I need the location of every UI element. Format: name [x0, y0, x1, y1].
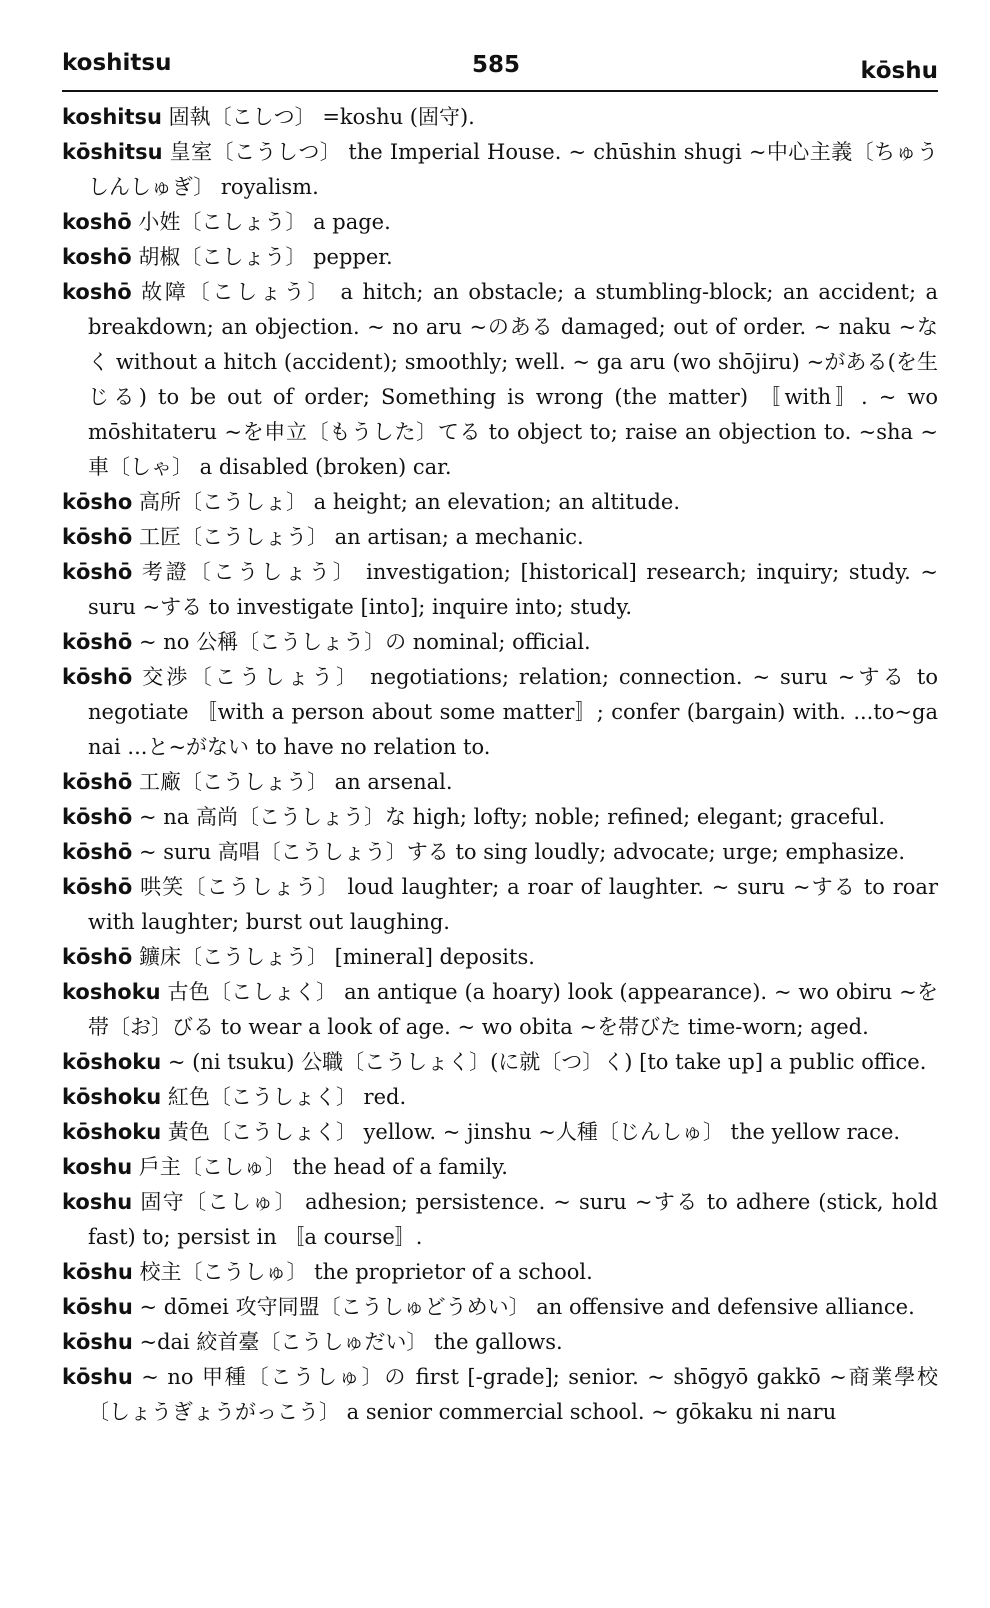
- entry-definition: ~ (ni tsuku) 公職〔こうしょく〕(に就〔つ〕く) [to take up] a public office.: [167, 1050, 927, 1074]
- dictionary-page: [62, 40, 938, 1430]
- dictionary-entry: [62, 205, 938, 240]
- dictionary-entry: [62, 1150, 938, 1185]
- entry-definition: 固執〔こしつ〕 =koshu (固守).: [168, 105, 475, 129]
- entry-headword: kōshō: [62, 665, 133, 689]
- dictionary-entry: [62, 975, 938, 1045]
- dictionary-entry: [62, 800, 938, 835]
- entry-headword: kōshō: [62, 525, 133, 549]
- entry-definition: 哄笑〔こうしょう〕 loud laughter; a roar of laughter. ~ suru ~する to roar with laughter; burst out laughing.: [88, 875, 938, 934]
- dictionary-entry: [62, 1290, 938, 1325]
- dictionary-entry: [62, 485, 938, 520]
- entry-definition: 工廠〔こうしょう〕 an arsenal.: [138, 770, 453, 794]
- dictionary-entry: [62, 1255, 938, 1290]
- entry-definition: 固守〔こしゅ〕 adhesion; persistence. ~ suru ~する to adhere (stick, hold fast) to; persist in 〚a course〛.: [88, 1190, 938, 1249]
- entry-headword: koshu: [62, 1155, 133, 1179]
- entry-headword: koshitsu: [62, 105, 162, 129]
- entry-headword: koshu: [62, 1190, 133, 1214]
- entry-headword: kōshoku: [62, 1085, 162, 1109]
- entry-headword: koshō: [62, 280, 132, 304]
- entry-definition: 胡椒〔こしょう〕 pepper.: [138, 245, 393, 269]
- dictionary-entry: [62, 135, 938, 205]
- entry-headword: kōshu: [62, 1330, 133, 1354]
- entry-definition: 古色〔こしょく〕 an antique (a hoary) look (appearance). ~ wo obiru ~を帯〔お〕びる to wear a look of age. ~ wo obita ~を帯びた time-worn; aged.: [88, 980, 938, 1039]
- entry-headword: koshō: [62, 245, 132, 269]
- entry-headword: kōshu: [62, 1365, 133, 1389]
- entry-definition: ~ no 公稱〔こうしょう〕の nominal; official.: [138, 630, 591, 654]
- dictionary-entry: [62, 625, 938, 660]
- entry-headword: kōshō: [62, 630, 133, 654]
- entry-definition: 校主〔こうしゅ〕 the proprietor of a school.: [139, 1260, 593, 1284]
- entry-definition: 紅色〔こうしょく〕 red.: [167, 1085, 407, 1109]
- running-head-right: kōshu: [860, 58, 938, 84]
- entry-definition: 故障〔こしょう〕 a hitch; an obstacle; a stumbling-block; an accident; a breakdown; an objection. ~ no aru ~のある damaged; out of order. ~ naku ~なく without a hitch (accident); smoothly; well. ~ ga aru (wo shōjiru) ~がある(を生じる) to be out of order; Something is wrong (the matter) 〚with〛. ~ wo mōshitateru ~を申立〔もうした〕てる to object to; raise an objection to. ~sha ~車〔しゃ〕 a disabled (broken) car.: [88, 280, 938, 479]
- entry-definition: 戶主〔こしゅ〕 the head of a family.: [138, 1155, 508, 1179]
- dictionary-entry: [62, 1360, 938, 1430]
- dictionary-entry: [62, 660, 938, 765]
- entry-headword: kōshō: [62, 805, 133, 829]
- entry-list: [62, 100, 938, 1430]
- dictionary-entry: [62, 275, 938, 485]
- dictionary-entry: [62, 1325, 938, 1360]
- dictionary-entry: [62, 1045, 938, 1080]
- entry-headword: koshoku: [62, 980, 161, 1004]
- entry-headword: kōshitsu: [62, 140, 163, 164]
- entry-definition: ~ no 甲種〔こうしゅ〕の first [-grade]; senior. ~ shōgyō gakkō ~商業學校〔しょうぎょうがっこう〕 a senior commercial school. ~ gōkaku ni naru: [88, 1365, 938, 1424]
- entry-headword: kōshoku: [62, 1050, 162, 1074]
- entry-headword: kōshō: [62, 560, 133, 584]
- entry-headword: kōshō: [62, 770, 133, 794]
- entry-definition: 皇室〔こうしつ〕 the Imperial House. ~ chūshin shugi ~中心主義〔ちゅうしんしゅぎ〕 royalism.: [88, 140, 938, 199]
- page-number: 585: [472, 52, 521, 78]
- dictionary-entry: [62, 240, 938, 275]
- dictionary-entry: [62, 870, 938, 940]
- entry-definition: ~dai 絞首臺〔こうしゅだい〕 the gallows.: [139, 1330, 563, 1354]
- entry-definition: ~ na 高尚〔こうしょう〕な high; lofty; noble; refined; elegant; graceful.: [138, 805, 886, 829]
- running-head-left: koshitsu: [62, 50, 172, 76]
- entry-definition: 工匠〔こうしょう〕 an artisan; a mechanic.: [138, 525, 584, 549]
- dictionary-entry: [62, 835, 938, 870]
- dictionary-entry: [62, 1115, 938, 1150]
- dictionary-entry: [62, 1185, 938, 1255]
- entry-headword: koshō: [62, 210, 132, 234]
- dictionary-entry: [62, 765, 938, 800]
- entry-definition: 交渉〔こうしょう〕 negotiations; relation; connection. ~ suru ~する to negotiate 〚with a person about some matter〛; confer (bargain) with. ...to~ga nai ...と~がない to have no relation to.: [88, 665, 938, 759]
- entry-headword: kōshu: [62, 1260, 133, 1284]
- entry-headword: kōshō: [62, 875, 133, 899]
- dictionary-entry: [62, 100, 938, 135]
- entry-headword: kōshu: [62, 1295, 133, 1319]
- entry-headword: kōshō: [62, 840, 133, 864]
- entry-definition: 高所〔こうしょ〕 a height; an elevation; an altitude.: [138, 490, 681, 514]
- page-header: [62, 40, 938, 92]
- dictionary-entry: [62, 940, 938, 975]
- dictionary-entry: [62, 555, 938, 625]
- entry-definition: ~ suru 高唱〔こうしょう〕する to sing loudly; advocate; urge; emphasize.: [138, 840, 906, 864]
- dictionary-entry: [62, 520, 938, 555]
- entry-headword: kōshoku: [62, 1120, 162, 1144]
- entry-definition: 小姓〔こしょう〕 a page.: [138, 210, 391, 234]
- entry-headword: kōsho: [62, 490, 133, 514]
- entry-definition: 考證〔こうしょう〕 investigation; [historical] research; inquiry; study. ~ suru ~する to investigate [into]; inquire into; study.: [88, 560, 938, 619]
- entry-headword: kōshō: [62, 945, 133, 969]
- entry-definition: 鑛床〔こうしょう〕 [mineral] deposits.: [138, 945, 535, 969]
- entry-definition: 黃色〔こうしょく〕 yellow. ~ jinshu ~人種〔じんしゅ〕 the yellow race.: [167, 1120, 901, 1144]
- entry-definition: ~ dōmei 攻守同盟〔こうしゅどうめい〕 an offensive and defensive alliance.: [139, 1295, 915, 1319]
- dictionary-entry: [62, 1080, 938, 1115]
